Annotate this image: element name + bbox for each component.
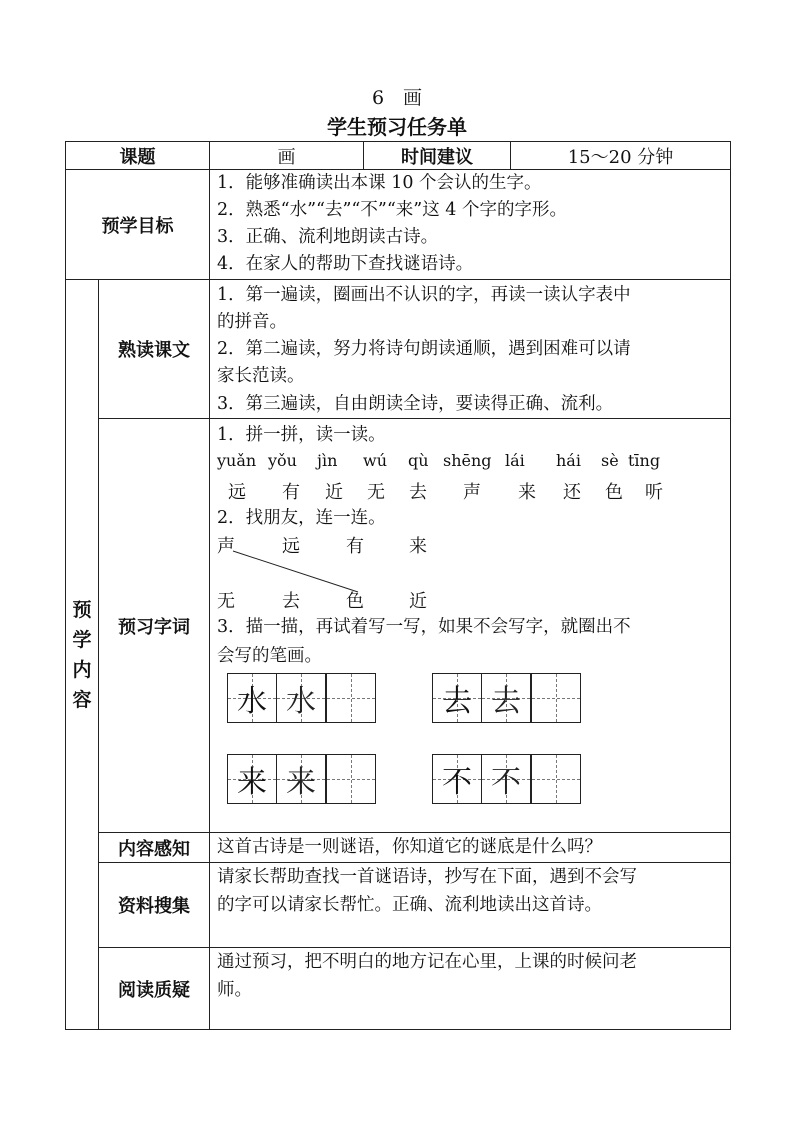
- goal-item: 1．能够准确读出本课 10 个会认的生字。: [217, 173, 542, 193]
- goals-label: 预学目标: [101, 215, 174, 237]
- topic-label: 课题: [119, 146, 156, 168]
- trace-box-copy[interactable]: 水: [276, 673, 326, 723]
- words-step3: 3．描一描，再试着写一写，如果不会写字，就圈出不: [217, 617, 631, 637]
- trace-box-sample: 来: [227, 754, 277, 804]
- match-bottom-word[interactable]: 无: [217, 591, 235, 612]
- match-top-word[interactable]: 来: [409, 536, 427, 557]
- questions-text: 师。: [217, 980, 252, 1000]
- trace-box-sample: 去: [432, 673, 482, 723]
- read-text-line: 家长范读。: [217, 366, 305, 386]
- goal-item: 4．在家人的帮助下查找谜语诗。: [217, 254, 474, 274]
- pinyin: shēng: [443, 451, 492, 470]
- collect-text: 请家长帮助查找一首谜语诗，抄写在下面，遇到不会写: [217, 867, 637, 887]
- match-bottom-word[interactable]: 近: [409, 591, 427, 612]
- hanzi: 去: [409, 482, 427, 503]
- questions-label: 阅读质疑: [118, 979, 190, 1001]
- match-bottom-word[interactable]: 去: [282, 591, 300, 612]
- time-label: 时间建议: [401, 146, 473, 168]
- match-top-word[interactable]: 有: [346, 536, 364, 557]
- hanzi: 声: [463, 482, 481, 503]
- read-text-line: 的拼音。: [217, 312, 287, 332]
- pinyin: yǒu: [268, 451, 297, 470]
- write-box[interactable]: [531, 673, 581, 723]
- worksheet-title: 学生预习任务单: [327, 115, 467, 139]
- perceive-text: 这首古诗是一则谜语，你知道它的谜底是什么吗？: [217, 837, 602, 857]
- questions-text: 通过预习，把不明白的地方记在心里，上课的时候问老: [217, 952, 637, 972]
- goal-item: 2．熟悉“水”“去”“不”“来”这 4 个字的字形。: [217, 200, 567, 220]
- content-label-char: 内: [72, 658, 92, 681]
- content-label-char: 预: [72, 598, 92, 621]
- match-top-word[interactable]: 声: [217, 536, 235, 557]
- words-step3-cont: 会写的笔画。: [217, 646, 322, 666]
- perceive-label: 内容感知: [118, 838, 190, 860]
- pinyin: hái: [556, 451, 581, 470]
- trace-box-copy[interactable]: 来: [276, 754, 326, 804]
- words-step2: 2．找朋友，连一连。: [217, 508, 386, 528]
- match-bottom-word[interactable]: 色: [346, 591, 364, 612]
- read-text-line: 2．第二遍读，努力将诗句朗读通顺，遇到困难可以请: [217, 339, 631, 359]
- content-label-char: 学: [72, 628, 92, 651]
- hanzi: 无: [367, 482, 385, 503]
- pinyin: qù: [408, 451, 429, 470]
- lesson-title: 6 画: [371, 87, 423, 109]
- trace-box-sample: 不: [432, 754, 482, 804]
- pinyin: wú: [363, 451, 387, 470]
- read-text-line: 1．第一遍读，圈画出不认识的字，再读一读认字表中: [217, 285, 631, 305]
- hanzi: 听: [645, 482, 663, 503]
- content-label-char: 容: [72, 688, 92, 711]
- pinyin: jìn: [317, 451, 338, 470]
- pinyin: yuǎn: [217, 451, 257, 470]
- hanzi: 有: [282, 482, 300, 503]
- match-top-word[interactable]: 远: [282, 536, 300, 557]
- trace-box-sample: 水: [227, 673, 277, 723]
- collect-text: 的字可以请家长帮忙。正确、流利地读出这首诗。: [217, 895, 602, 915]
- hanzi: 远: [228, 482, 246, 503]
- trace-box-copy[interactable]: 去: [481, 673, 531, 723]
- pinyin: sè: [601, 451, 619, 470]
- read-text-line: 3．第三遍读，自由朗读全诗，要读得正确、流利。: [217, 394, 614, 414]
- hanzi: 还: [563, 482, 581, 503]
- pinyin: lái: [505, 451, 525, 470]
- write-box[interactable]: [326, 673, 376, 723]
- trace-box-copy[interactable]: 不: [481, 754, 531, 804]
- write-box[interactable]: [531, 754, 581, 804]
- time-value: 15～20 分钟: [567, 146, 674, 168]
- words-step1: 1．拼一拼，读一读。: [217, 425, 386, 445]
- collect-label: 资料搜集: [118, 896, 190, 917]
- pinyin: tīng: [628, 451, 661, 470]
- hanzi: 色: [605, 482, 623, 503]
- read-text-label: 熟读课文: [118, 340, 190, 361]
- goal-item: 3．正确、流利地朗读古诗。: [217, 227, 439, 247]
- write-box[interactable]: [326, 754, 376, 804]
- topic-value: 画: [277, 146, 296, 168]
- hanzi: 近: [325, 482, 343, 503]
- hanzi: 来: [518, 482, 536, 503]
- words-label: 预习字词: [118, 616, 190, 638]
